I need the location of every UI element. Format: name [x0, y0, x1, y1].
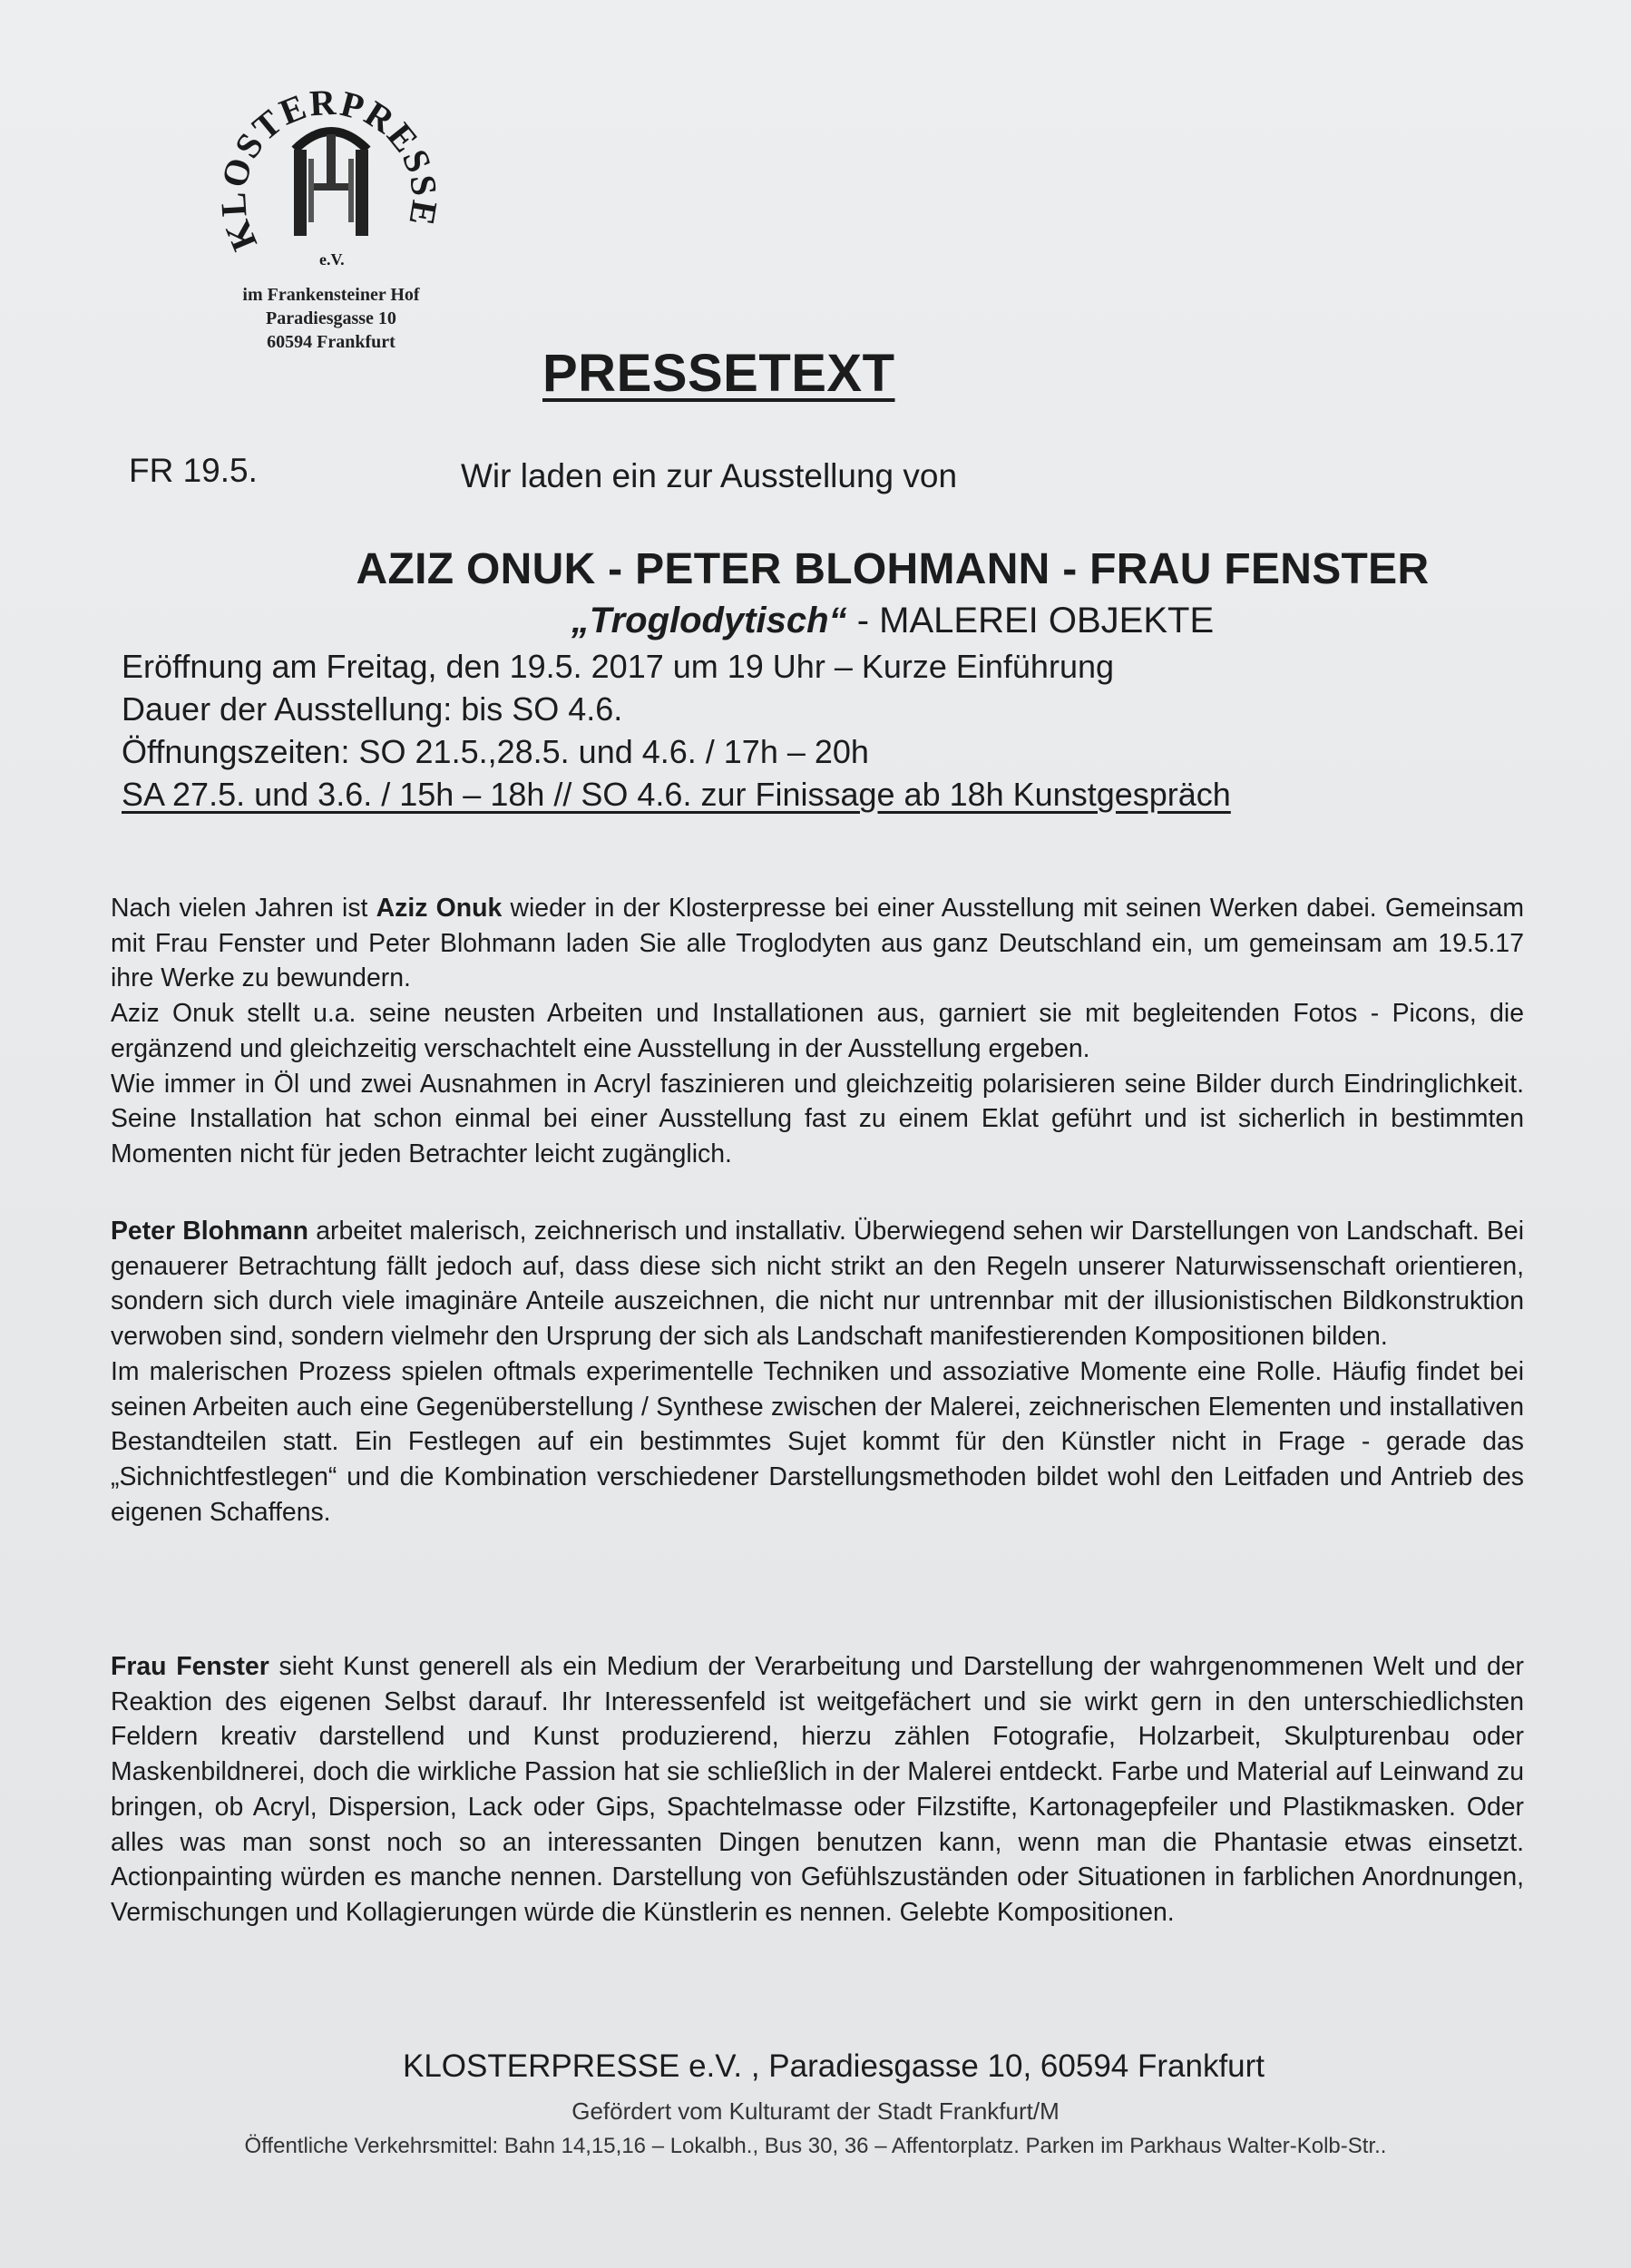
artist-name: Frau Fenster [111, 1652, 269, 1681]
paragraph: Frau Fenster sieht Kunst generell als ein Medium der Verarbeitung und Darstellung der wahrgenommenen Welt und der Reaktion des eigenen Selbst darauf. Ihr Interessenfeld ist weitgefächert und sie wirkt gern in den unterschiedlichsten Feldern kreativ darstellend und Kunst produzierend, hierzu zählen Fotografie, Holzarbeit, Skulpturenbau oder Maskenbildnerei, doch die wirkliche Passion hat sie schließlich in der Malerei entdeckt. Farbe und Material auf Leinwand zu bringen, ob Acryl, Dispersion, Lack oder Gips, Spachtelmasse oder Filzstifte, Kartonagepfeiler und Plastikmasken. Oder alles was man sonst noch so an interessanten Dingen benutzen kann, wenn man die Phantasie etwas einsetzt. Actionpainting würden es manche nennen. Darstellung von Gefühlszuständen oder Situationen in farblichen Anordnungen, Vermischungen und Kollagierungen würde die Künstlerin es nennen. Gelebte Kompositionen. [111, 1652, 1525, 1927]
opening-hours-info: Öffnungszeiten: SO 21.5.,28.5. und 4.6. / 17h – 20h [122, 733, 869, 770]
section-frau-fenster [111, 1649, 1524, 1931]
page-title: PRESSETEXT [542, 344, 895, 403]
footer-sponsor: Gefördert vom Kulturamt der Stadt Frankfurt/M [571, 2097, 1060, 2125]
klosterpresse-logo [200, 64, 463, 281]
paragraph: Peter Blohmann arbeitet malerisch, zeichnerisch und installativ. Überwiegend sehen wir Darstellungen von Landschaft. Bei genauerer Betrachtung fällt jedoch auf, dass diese sich nicht strikt an den Regeln unserer Naturwissenschaft orientieren, sondern sich durch viele imaginäre Anteile auszeichnen, die nicht nur untrennbar mit der illusionistischen Bildkonstruktion verwoben sind, sondern vielmehr den Ursprung der sich als Landschaft manifestierenden Kompositionen bilden. [111, 1217, 1525, 1352]
exhibition-subtitle [0, 601, 1631, 641]
opening-info: Eröffnung am Freitag, den 19.5. 2017 um 19 Uhr – Kurze Einführung [122, 648, 1115, 685]
saturday-hours-info: SA 27.5. und 3.6. / 15h – 18h // SO 4.6. zur Finissage ab 18h Kunstgespräch [122, 776, 1231, 813]
exhibition-type: - MALEREI OBJEKTE [846, 601, 1215, 640]
printing-press-icon [200, 64, 463, 281]
address-block [181, 283, 481, 354]
svg-text:e.V.: e.V. [319, 250, 345, 269]
section-aziz-onuk [111, 891, 1524, 1172]
footer-transport: Öffentliche Verkehrsmittel: Bahn 14,15,16 – Lokalbh., Bus 30, 36 – Affentorplatz. Parken im Parkhaus Walter-Kolb-Str.. [244, 2134, 1387, 2158]
duration-info: Dauer der Ausstellung: bis SO 4.6. [122, 690, 623, 728]
section-peter-blohmann [111, 1214, 1524, 1530]
artist-name: Aziz Onuk [376, 894, 503, 923]
event-date: FR 19.5. [129, 452, 258, 489]
artist-name: Peter Blohmann [111, 1217, 309, 1246]
paragraph: Nach vielen Jahren ist Aziz Onuk wieder in der Klosterpresse bei einer Ausstellung mit seinen Werken dabei. Gemeinsam mit Frau Fenster und Peter Blohmann laden Sie alle Troglodyten aus ganz Deutschland ein, um gemeinsam am 19.5.17 ihre Werke zu bewundern. [111, 894, 1524, 993]
artists-heading: AZIZ ONUK - PETER BLOHMANN - FRAU FENSTER [356, 545, 1430, 593]
address-line: im Frankensteiner Hof [242, 285, 420, 305]
invitation-text: Wir laden ein zur Ausstellung von [461, 457, 958, 494]
paragraph: Im malerischen Prozess spielen oftmals experimentelle Techniken und assoziative Momente eine Rolle. Häufig findet bei seinen Arbeiten auch eine Gegenüberstellung / Synthese zwischen der Malerei, zeichnerischen Elementen und installativen Bestandteilen statt. Ein Festlegen auf ein bestimmtes Sujet kommt für den Künstler nicht in Frage - gerade das „Sichnichtfestlegen“ und die Kombination verschiedener Darstellungsmethoden bildet wohl den Leitfaden und Antrieb des eigenen Schaffens. [111, 1356, 1524, 1527]
paragraph: Wie immer in Öl und zwei Ausnahmen in Acryl faszinieren und gleichzeitig polarisieren seine Bilder durch Eindringlichkeit. Seine Installation hat schon einmal bei einer Ausstellung fast zu einem Eklat geführt und ist sicherlich in bestimmten Momenten nicht für jeden Betrachter leicht zugänglich. [111, 1069, 1524, 1168]
svg-text:KLOSTERPRESSE: KLOSTERPRESSE [211, 81, 446, 257]
address-line: Paradiesgasse 10 [266, 308, 396, 328]
exhibition-title: „Troglodytisch“ [571, 601, 847, 640]
paragraph: Aziz Onuk stellt u.a. seine neusten Arbeiten und Installationen aus, garniert sie mit begleitenden Fotos - Picons, die ergänzend und gleichzeitig verschachtelt eine Ausstellung in der Ausstellung ergeben. [111, 999, 1524, 1063]
address-line: 60594 Frankfurt [267, 332, 396, 352]
footer-address: KLOSTERPRESSE e.V. , Paradiesgasse 10, 60594 Frankfurt [402, 2048, 1265, 2084]
